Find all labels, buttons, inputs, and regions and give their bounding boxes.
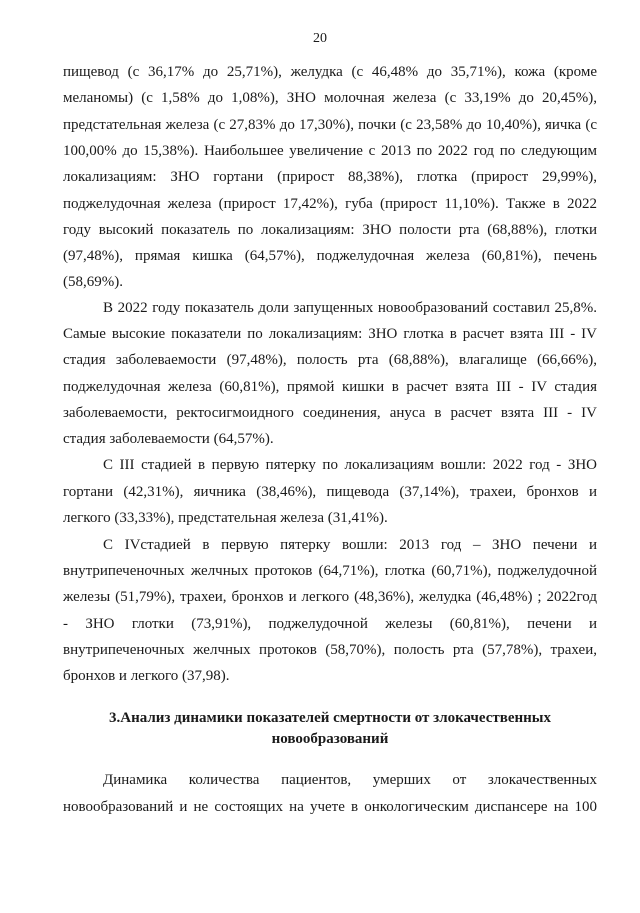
paragraph-line: меланомы) (с 1,58% до 1,08%), ЗНО молочная железа (с 33,19% до 20,45%), xyxy=(63,90,597,106)
paragraph-line: гортани (42,31%), яичника (38,46%), пищевода (37,14%), трахеи, бронхов и xyxy=(63,484,597,500)
section-heading: 3.Анализ динамики показателей смертности от злокачественных xyxy=(108,710,552,726)
paragraph-line: - ЗНО глотки (73,91%), поджелудочной железы (60,81%), печени и xyxy=(63,616,597,632)
paragraph-line: легкого (33,33%), предстательная железа (31,41%). xyxy=(63,510,388,526)
paragraph-line: железы (51,79%), трахеи, бронхов и легкого (48,36%), желудка (46,48%) ; 2022год xyxy=(63,589,597,605)
paragraph-line: С IVстадией в первую пятерку вошли: 2013 год – ЗНО печени и xyxy=(103,537,597,553)
paragraph-line: локализациям: ЗНО гортани (прирост 88,38%), глотка (прирост 29,99%), xyxy=(63,169,597,185)
paragraph-line: стадия заболеваемости (64,57%). xyxy=(63,431,274,447)
paragraph-line: пищевод (с 36,17% до 25,71%), желудка (с 46,48% до 35,71%), кожа (кроме xyxy=(63,64,597,80)
paragraph-line: В 2022 году показатель доли запущенных новообразований составил 25,8%. xyxy=(103,300,597,316)
paragraph-line: стадия заболеваемости (97,48%), полость рта (68,88%), влагалище (66,66%), xyxy=(63,352,597,368)
paragraph-line: предстательная железа (с 27,83% до 17,30%), почки (с 23,58% до 10,40%), яичка (с xyxy=(63,117,597,133)
paragraph-line: 100,00% до 15,38%). Наибольшее увеличение с 2013 по 2022 год по следующим xyxy=(63,143,597,159)
paragraph-line: заболеваемости, ректосигмоидного соединения, ануса в расчет взята III - IV xyxy=(63,405,597,421)
page-number: 20 xyxy=(313,31,327,46)
paragraph-line: году высокий показатель по локализациям: ЗНО полости рта (68,88%), глотки xyxy=(63,222,597,238)
section-heading: новообразований xyxy=(271,731,389,747)
paragraph-line: внутрипеченочных желчных протоков (64,71%), глотка (60,71%), поджелудочной xyxy=(63,563,597,579)
paragraph-line: внутрипеченочных желчных протоков (58,70%), полость рта (57,78%), трахеи, xyxy=(63,642,597,658)
paragraph-line: (97,48%), прямая кишка (64,57%), поджелудочная железа (60,81%), печень xyxy=(63,248,597,264)
paragraph-line: Динамика количества пациентов, умерших от злокачественных xyxy=(103,772,597,788)
paragraph-line: новообразований и не состоящих на учете в онкологическим диспансере на 100 xyxy=(63,799,597,815)
paragraph-line: поджелудочная железа (прирост 17,42%), губа (прирост 11,10%). Также в 2022 xyxy=(63,196,597,212)
paragraph-line: поджелудочная железа (60,81%), прямой кишки в расчет взята III - IV стадия xyxy=(63,379,597,395)
paragraph-line: бронхов и легкого (37,98). xyxy=(63,668,230,684)
paragraph-line: (58,69%). xyxy=(63,274,123,290)
paragraph-line: С III стадией в первую пятерку по локализациям вошли: 2022 год - ЗНО xyxy=(103,457,597,473)
paragraph-line: Самые высокие показатели по локализациям: ЗНО глотка в расчет взята III - IV xyxy=(63,326,597,342)
